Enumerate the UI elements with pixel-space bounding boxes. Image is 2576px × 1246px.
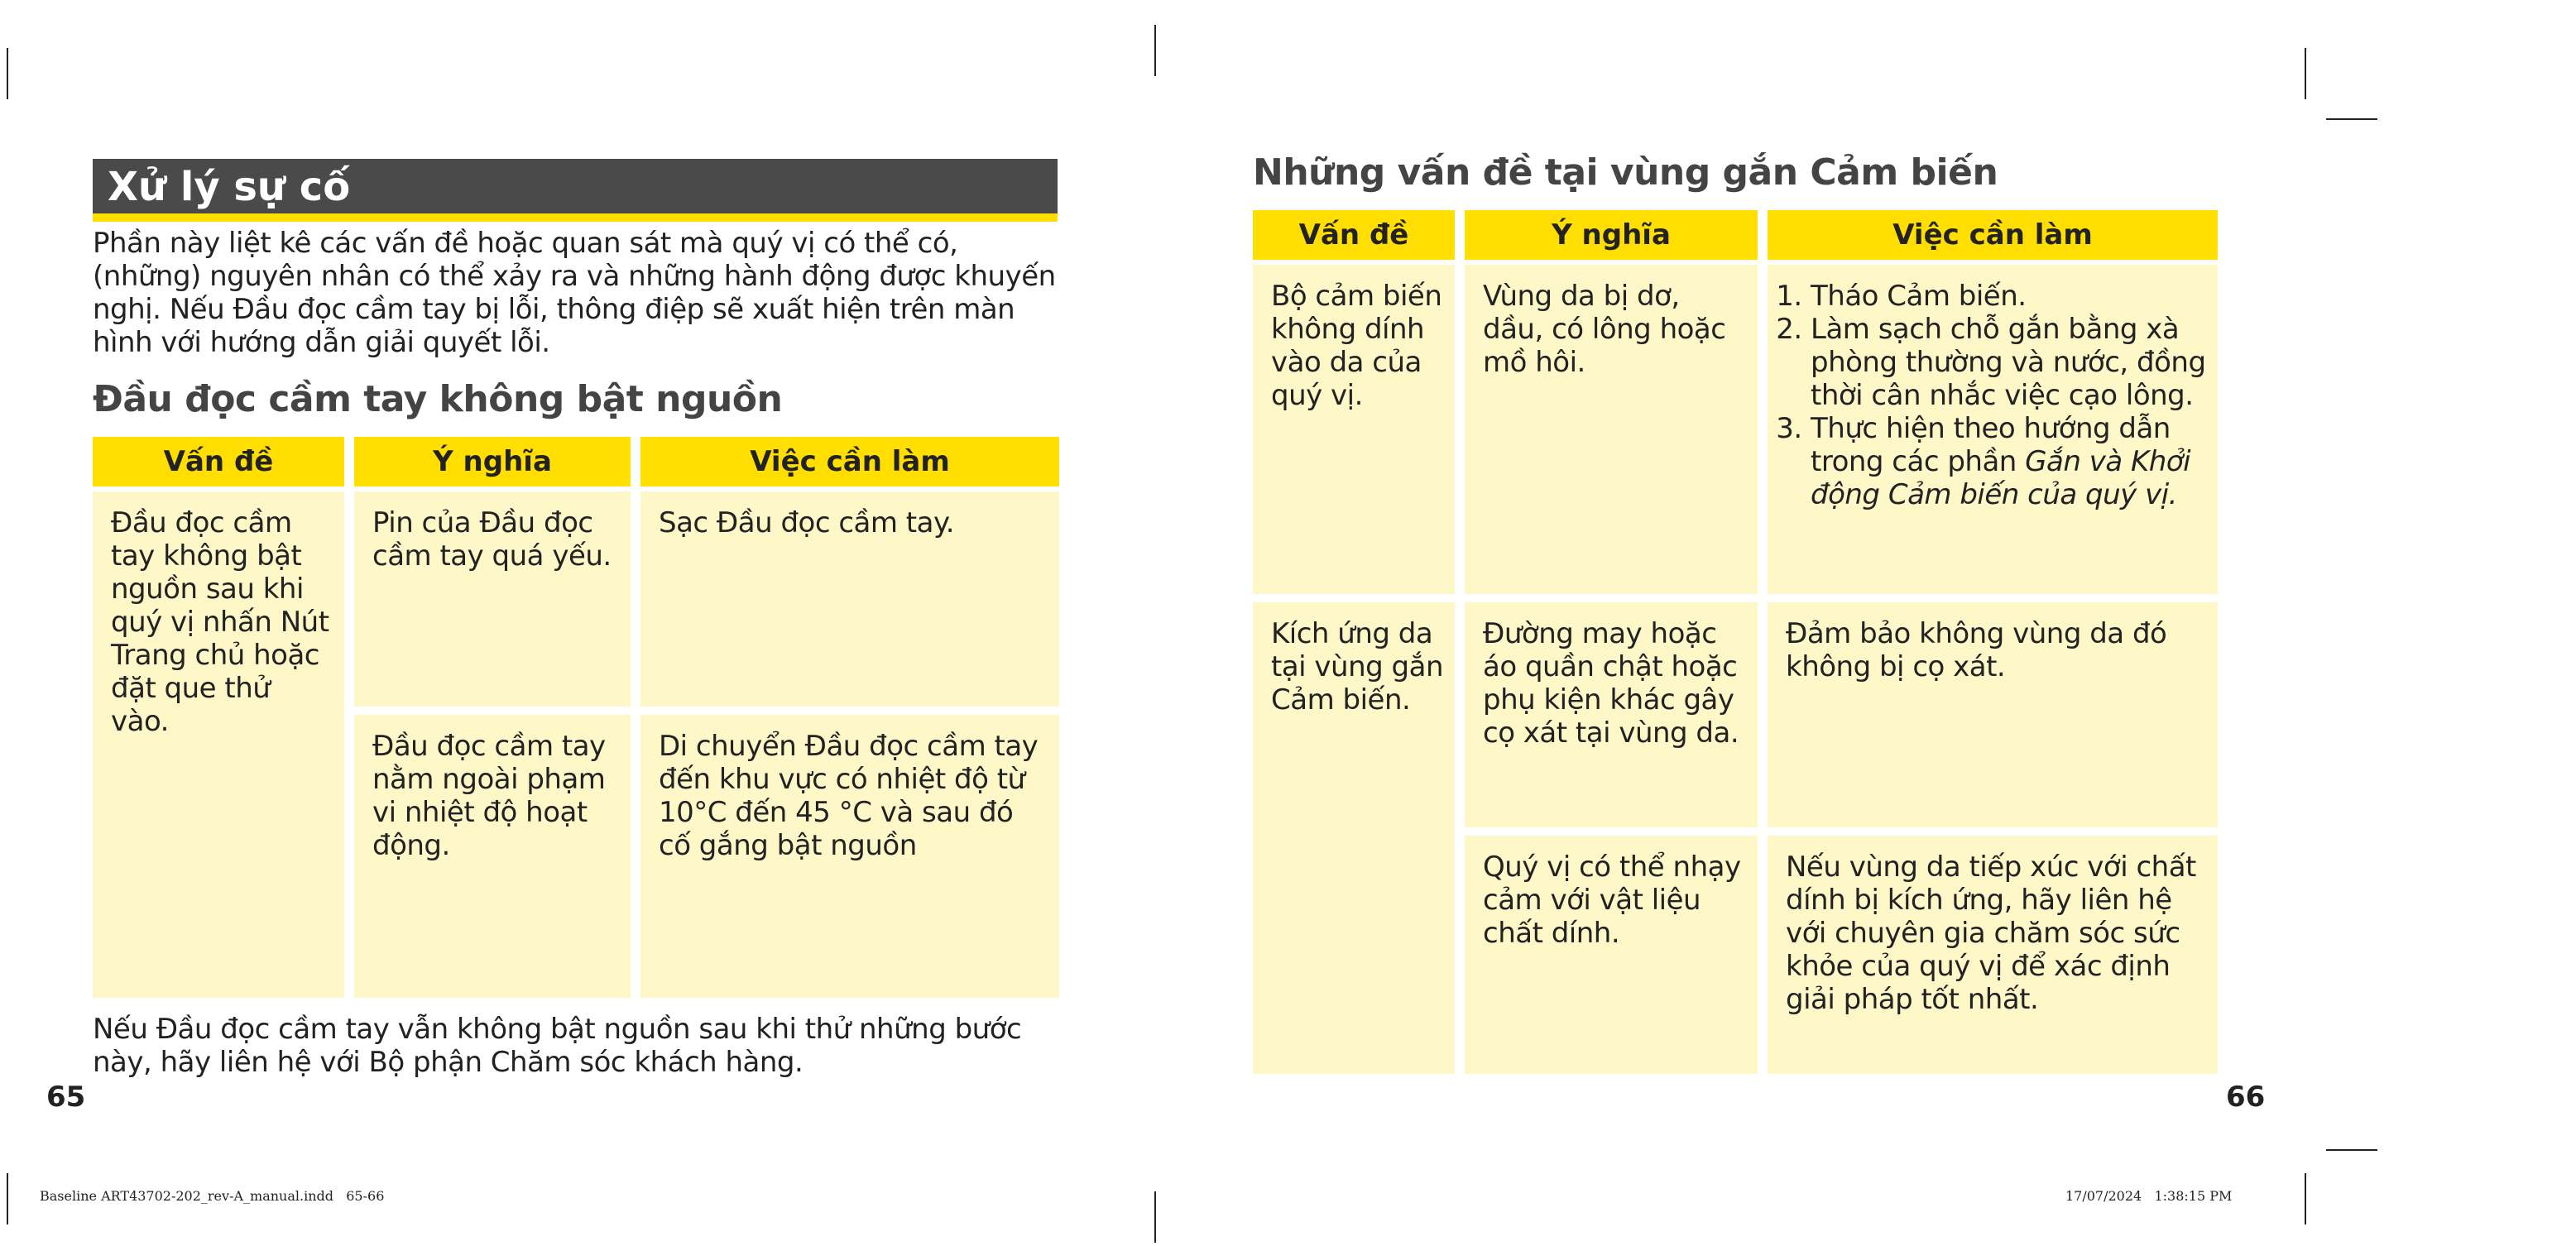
section-title: Đầu đọc cầm tay không bật nguồn bbox=[93, 378, 783, 420]
crop-mark bbox=[2305, 1173, 2306, 1224]
table-cell-problem: Kích ứng da tại vùng gắn Cảm biến. bbox=[1253, 602, 1455, 1074]
slug-file: Baseline ART43702-202_rev-A_manual.indd 65-66 bbox=[40, 1188, 385, 1204]
crop-mark bbox=[1154, 25, 1156, 76]
crop-mark bbox=[2326, 118, 2377, 120]
step-text: Thực hiện theo hướng dẫn trong các phần bbox=[1811, 412, 2171, 478]
intro-paragraph: Phần này liệt kê các vấn đề hoặc quan sát mà quý vị có thể có, (những) nguyên nhân có thể xảy ra và những hành động được khuyến nghị. Nếu Đầu đọc cầm tay bị lỗi, thông điệp sẽ xuất hiện trên màn hình với hướng dẫn giải quyết lỗi. bbox=[93, 227, 1056, 359]
table-header: Vấn đề bbox=[1253, 210, 1455, 260]
page-number: 66 bbox=[2226, 1081, 2266, 1114]
table-cell-action: Di chuyển Đầu đọc cầm tay đến khu vực có nhiệt độ từ 10°C đến 45 °C và sau đó cố gắng bật nguồn bbox=[640, 715, 1059, 998]
slug-timestamp: 17/07/2024 1:38:15 PM bbox=[2065, 1188, 2233, 1204]
table-header: Việc cần làm bbox=[1768, 210, 2218, 260]
table-cell-problem: Đầu đọc cầm tay không bật nguồn sau khi quý vị nhấn Nút Trang chủ hoặc đặt que thử vào. bbox=[93, 491, 344, 998]
table-cell-meaning: Đầu đọc cầm tay nằm ngoài phạm vi nhiệt độ hoạt động. bbox=[354, 715, 631, 998]
crop-mark bbox=[7, 48, 8, 99]
action-step: 2. Làm sạch chỗ gắn bằng xà phòng thường và nước, đồng thời cân nhắc việc cạo lông. bbox=[1811, 313, 2206, 412]
step-reference: Gắn và Khởi động Cảm biến của quý vị. bbox=[1811, 445, 2191, 511]
crop-mark bbox=[7, 1173, 8, 1224]
crop-mark bbox=[1154, 1191, 1156, 1243]
crop-mark bbox=[2305, 48, 2306, 99]
table-cell-action bbox=[1768, 265, 2218, 594]
table-cell-meaning: Pin của Đầu đọc cầm tay quá yếu. bbox=[354, 491, 631, 707]
table-cell-meaning: Đường may hoặc áo quần chật hoặc phụ kiện khác gây cọ xát tại vùng da. bbox=[1465, 602, 1758, 827]
section-title: Những vấn đề tại vùng gắn Cảm biến bbox=[1253, 151, 1998, 194]
action-steps bbox=[1779, 280, 2206, 511]
table-cell-action: Sạc Đầu đọc cầm tay. bbox=[640, 491, 1059, 707]
table-cell-action: Nếu vùng da tiếp xúc với chất dính bị kích ứng, hãy liên hệ với chuyên gia chăm sóc sức khỏe của quý vị để xác định giải pháp tốt nhất. bbox=[1768, 836, 2218, 1074]
page-number: 65 bbox=[46, 1081, 86, 1114]
header-title: Xử lý sự cố bbox=[108, 164, 351, 210]
table-header: Việc cần làm bbox=[640, 437, 1059, 486]
table-cell-problem: Bộ cảm biến không dính vào da của quý vị. bbox=[1253, 265, 1455, 594]
crop-mark bbox=[2326, 1149, 2377, 1151]
action-step bbox=[1811, 412, 2206, 511]
table-header: Ý nghĩa bbox=[1465, 210, 1758, 260]
page-header bbox=[93, 159, 1058, 222]
action-step: 1. Tháo Cảm biến. bbox=[1811, 280, 2206, 313]
table-header: Vấn đề bbox=[93, 437, 344, 486]
footer-note: Nếu Đầu đọc cầm tay vẫn không bật nguồn sau khi thử những bước này, hãy liên hệ với Bộ phận Chăm sóc khách hàng. bbox=[93, 1013, 1022, 1079]
table-cell-meaning: Vùng da bị dơ, dầu, có lông hoặc mồ hôi. bbox=[1465, 265, 1758, 594]
table-header: Ý nghĩa bbox=[354, 437, 631, 486]
table-cell-action: Đảm bảo không vùng da đó không bị cọ xát. bbox=[1768, 602, 2218, 827]
table-cell-meaning: Quý vị có thể nhạy cảm với vật liệu chất dính. bbox=[1465, 836, 1758, 1074]
